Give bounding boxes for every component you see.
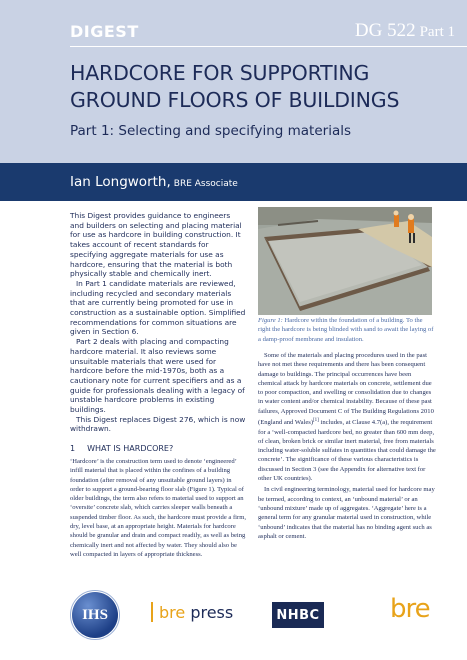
intro-paragraph-4: This Digest replaces Digest 276, which is now withdrawn.	[70, 414, 246, 434]
reference-marker: [1]	[313, 418, 319, 424]
author-name: Ian Longworth,	[70, 174, 171, 190]
right-column-text	[258, 351, 436, 541]
intro-paragraph-2: In Part 1 candidate materials are reviewed, including recycled and secondary materials that are currently being promoted for use in construction as a sustainable option. Simplified recommendations for common situations are given in Section 6.	[70, 278, 246, 337]
section-number: 1	[70, 444, 76, 453]
intro-summary	[70, 211, 246, 434]
section-title: WHAT IS HARDCORE?	[87, 444, 174, 453]
right-paragraph-1	[258, 351, 436, 483]
figure-label: Figure 1:	[258, 317, 283, 324]
series-number: DG 522	[354, 20, 416, 41]
bre-press-logo	[151, 602, 233, 622]
title-line-2: GROUND FLOORS OF BUILDINGS	[70, 88, 400, 112]
page-title	[70, 60, 460, 114]
bre-press-bre: bre	[159, 603, 186, 622]
title-line-1: HARDCORE FOR SUPPORTING	[70, 61, 370, 85]
author-band	[0, 163, 467, 201]
digest-label: DIGEST	[70, 22, 139, 41]
right-paragraph-1-start: Some of the materials and placing procedures used in the past have not met these requirements and there has been consequent damage to buildings. The principal occurrences have been chemical attack by hardcore materials on concrete, settlement due to poor compaction, and swelling or consolidation due to changes in water content and/or chemical instability. Because of these past failures, Approved Document C of The Building Regulations 2010 (England and Wales)	[258, 352, 434, 427]
series-code	[355, 20, 455, 42]
part-label: Part 1	[419, 24, 455, 40]
header-divider	[70, 46, 467, 47]
ihs-logo-icon	[72, 592, 118, 638]
right-paragraph-1-end: includes, at Clause 4.7(a), the requirement for a ‘well-compacted hardcore bed, no greater than 600 mm deep, of clean, broken brick or similar inert material, free from materials including water-soluble sulfates in quantities that could damage the concrete’. The significance of these various characteristics is discussed in Section 3 (see the Appendix for alternative text for other UK countries).	[258, 419, 436, 483]
construction-site-photo-icon	[258, 207, 432, 315]
author	[70, 174, 238, 190]
ihs-logo-text: IHS	[82, 606, 108, 623]
section-1-heading	[70, 444, 173, 453]
author-role: BRE Associate	[173, 179, 238, 189]
figure-caption-text: Hardcore within the foundation of a building. To the right the hardcore is being blinded with sand to await the laying of a damp-proof membrane and insulation.	[258, 317, 434, 343]
intro-paragraph-1: This Digest provides guidance to engineers and builders on selecting and placing material for use as hardcore in building construction. It takes account of recent standards for specifying aggregate materials for use as hardcore, ensuring that the material is both physically stable and chemically inert.	[70, 211, 242, 279]
bre-press-press: press	[190, 603, 234, 622]
bre-logo: bre	[390, 594, 430, 624]
figure-1-caption	[258, 316, 436, 344]
page-subtitle: Part 1: Selecting and specifying materials	[70, 123, 352, 139]
header-band	[0, 0, 467, 163]
section-1-body: ‘Hardcore’ is the construction term used to denote ‘engineered’ infill material that is placed within the confines of a building foundation (after removal of any unsuitable ground layers) in order to support a ground-bearing floor slab (Figure 1). Typical of older buildings, the term also refers to material used to support an ‘oversite’ concrete slab, which carries sleeper walls beneath a suspended timber floor. As such, the hardcore must provide a firm, dry, level base, at an appropriate height. Materials for hardcore should be granular and drain and compact readily, as well as being chemically inert and not affected by water. They should also be well compacted in layers of appropriate thickness.	[70, 458, 246, 558]
nhbc-logo: NHBC	[272, 602, 324, 628]
bre-press-bar-icon	[151, 602, 153, 622]
right-paragraph-2: In civil engineering terminology, material used for hardcore may be termed, according to context, an ‘unbound material’ or an ‘unbound mixture’ made up of aggregates. ‘Aggregate’ here is a general term for any granular material used in construction, while ‘unbound’ indicates that the material has no binding agent such as asphalt or cement.	[258, 486, 435, 540]
intro-paragraph-3: Part 2 deals with placing and compacting hardcore material. It also reviews some unsuitable materials that were used for hardcore before the mid-1970s, both as a cautionary note for current specifiers and as a guide for professionals dealing with a legacy of unstable hardcore problems in existing buildings.	[70, 337, 245, 415]
figure-1-photo	[258, 207, 432, 315]
publisher-logos	[0, 578, 467, 660]
